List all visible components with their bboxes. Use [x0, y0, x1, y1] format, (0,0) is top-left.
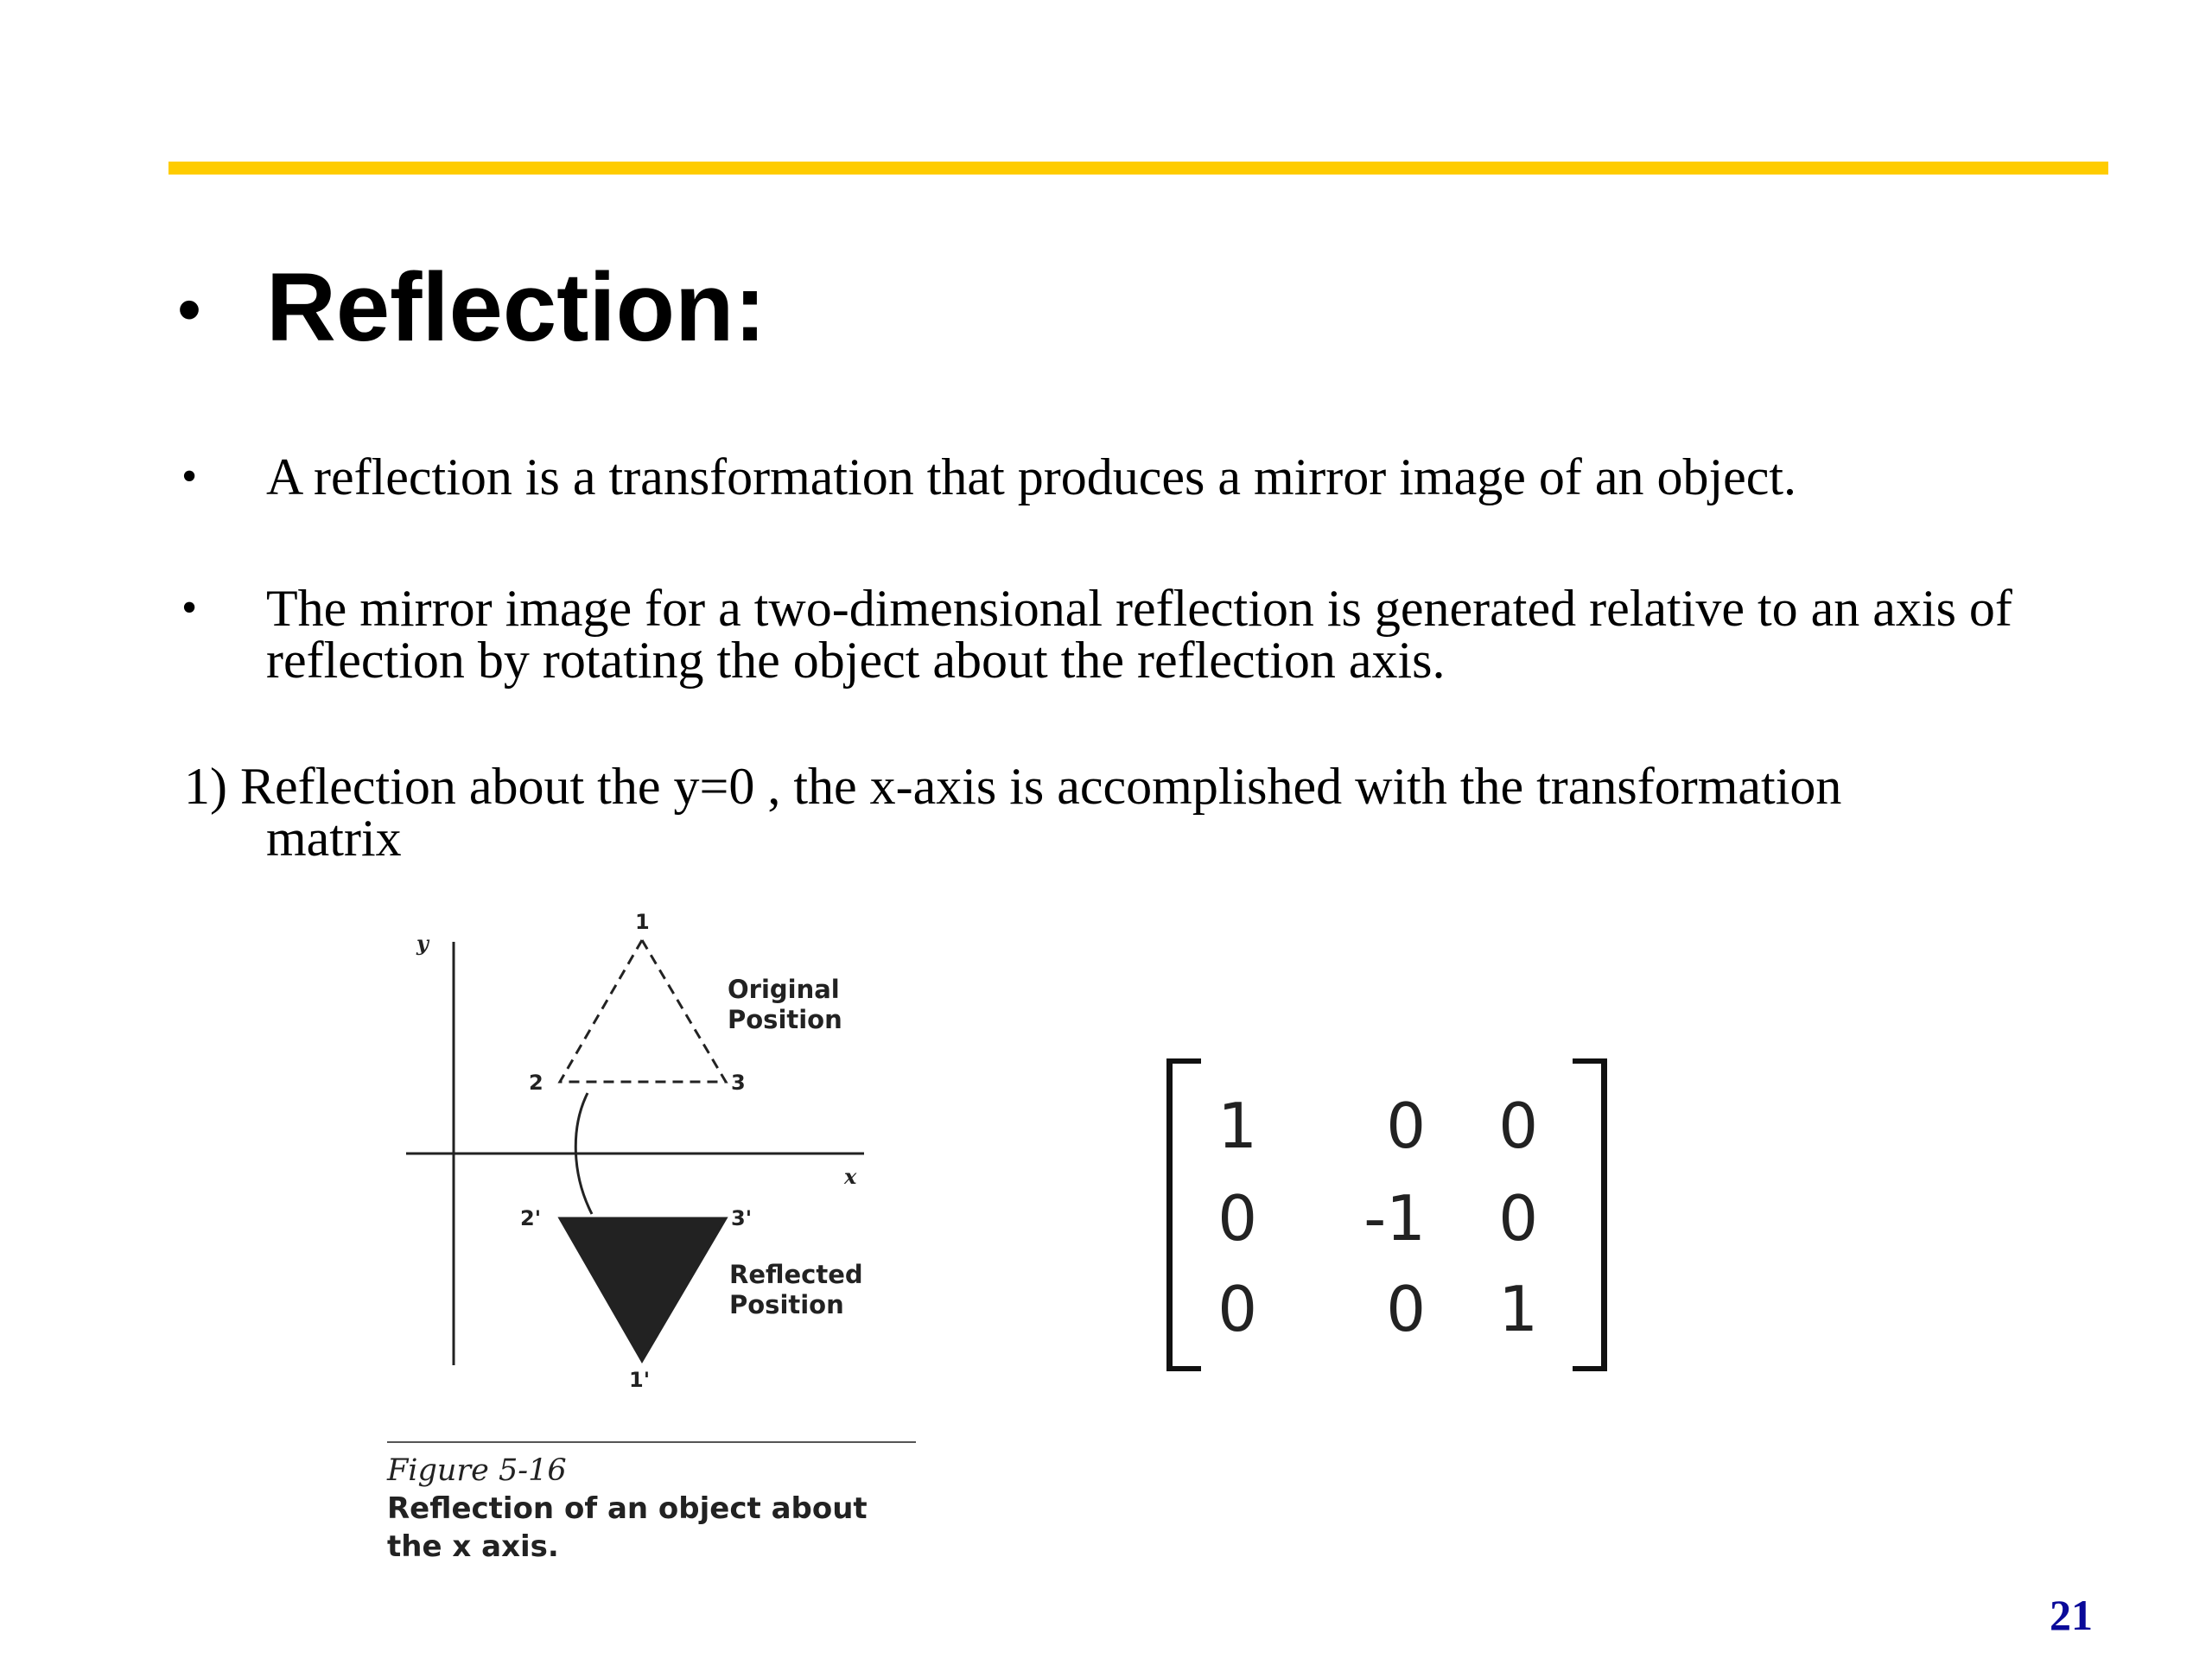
matrix-cell-r1c2: 0	[1386, 1090, 1426, 1162]
vertex-2p-label: 2'	[520, 1206, 542, 1230]
matrix-cell-r1c3: 0	[1498, 1090, 1538, 1162]
page-number: 21	[2050, 1591, 2093, 1639]
caption-figure-number: Figure 5-16	[387, 1453, 567, 1488]
vertex-3p-label: 3'	[731, 1206, 753, 1230]
matrix-right-bracket	[1573, 1058, 1607, 1371]
matrix-cell-r2c2: -1	[1363, 1182, 1426, 1255]
vertex-3-label: 3	[731, 1071, 746, 1095]
numbered-item-line2: matrix	[266, 810, 402, 867]
matrix-cell-r2c1: 0	[1217, 1182, 1257, 1255]
caption-divider	[387, 1441, 916, 1443]
reflected-triangle	[560, 1218, 726, 1361]
top-accent-rule	[168, 162, 2108, 175]
bullet-text-1: A reflection is a transformation that produces a mirror image of an object.	[266, 448, 1797, 505]
bullet-marker-2: •	[181, 583, 198, 632]
slide-title: Reflection:	[266, 253, 766, 361]
vertex-2-label: 2	[529, 1071, 543, 1095]
caption-line2: the x axis.	[387, 1529, 559, 1564]
y-axis-label: y	[416, 931, 429, 956]
figure-caption	[387, 1452, 940, 1566]
matrix-cell-r3c1: 0	[1217, 1273, 1257, 1345]
bullet-marker-1: •	[181, 452, 198, 501]
numbered-item-1	[184, 758, 2102, 867]
reflected-label-line2: Position	[729, 1290, 844, 1319]
vertex-1-label: 1	[635, 910, 650, 934]
reflected-label-line1: Reflected	[729, 1260, 863, 1289]
bullet-text-2: The mirror image for a two-dimensional reflection is generated relative to an axis of reflection by rotating the object about the reflection axis.	[266, 580, 2012, 689]
title-bullet: •	[177, 270, 202, 347]
caption-line1: Reflection of an object about	[387, 1491, 868, 1526]
vertex-1p-label: 1'	[629, 1368, 651, 1392]
matrix-cell-r3c3: 1	[1498, 1273, 1538, 1345]
original-label-line2: Position	[728, 1005, 842, 1034]
numbered-item-line1: 1) Reflection about the y=0 , the x-axis is accomplished with the transformation	[184, 758, 1842, 815]
original-triangle	[560, 940, 726, 1082]
transformation-matrix	[1166, 1058, 1607, 1378]
matrix-cell-r3c2: 0	[1386, 1273, 1426, 1345]
reflection-figure	[380, 899, 933, 1417]
matrix-cell-r2c3: 0	[1498, 1182, 1538, 1255]
original-label-line1: Original	[728, 975, 840, 1004]
x-axis-label: x	[844, 1164, 857, 1189]
matrix-cell-r1c1: 1	[1217, 1090, 1257, 1162]
